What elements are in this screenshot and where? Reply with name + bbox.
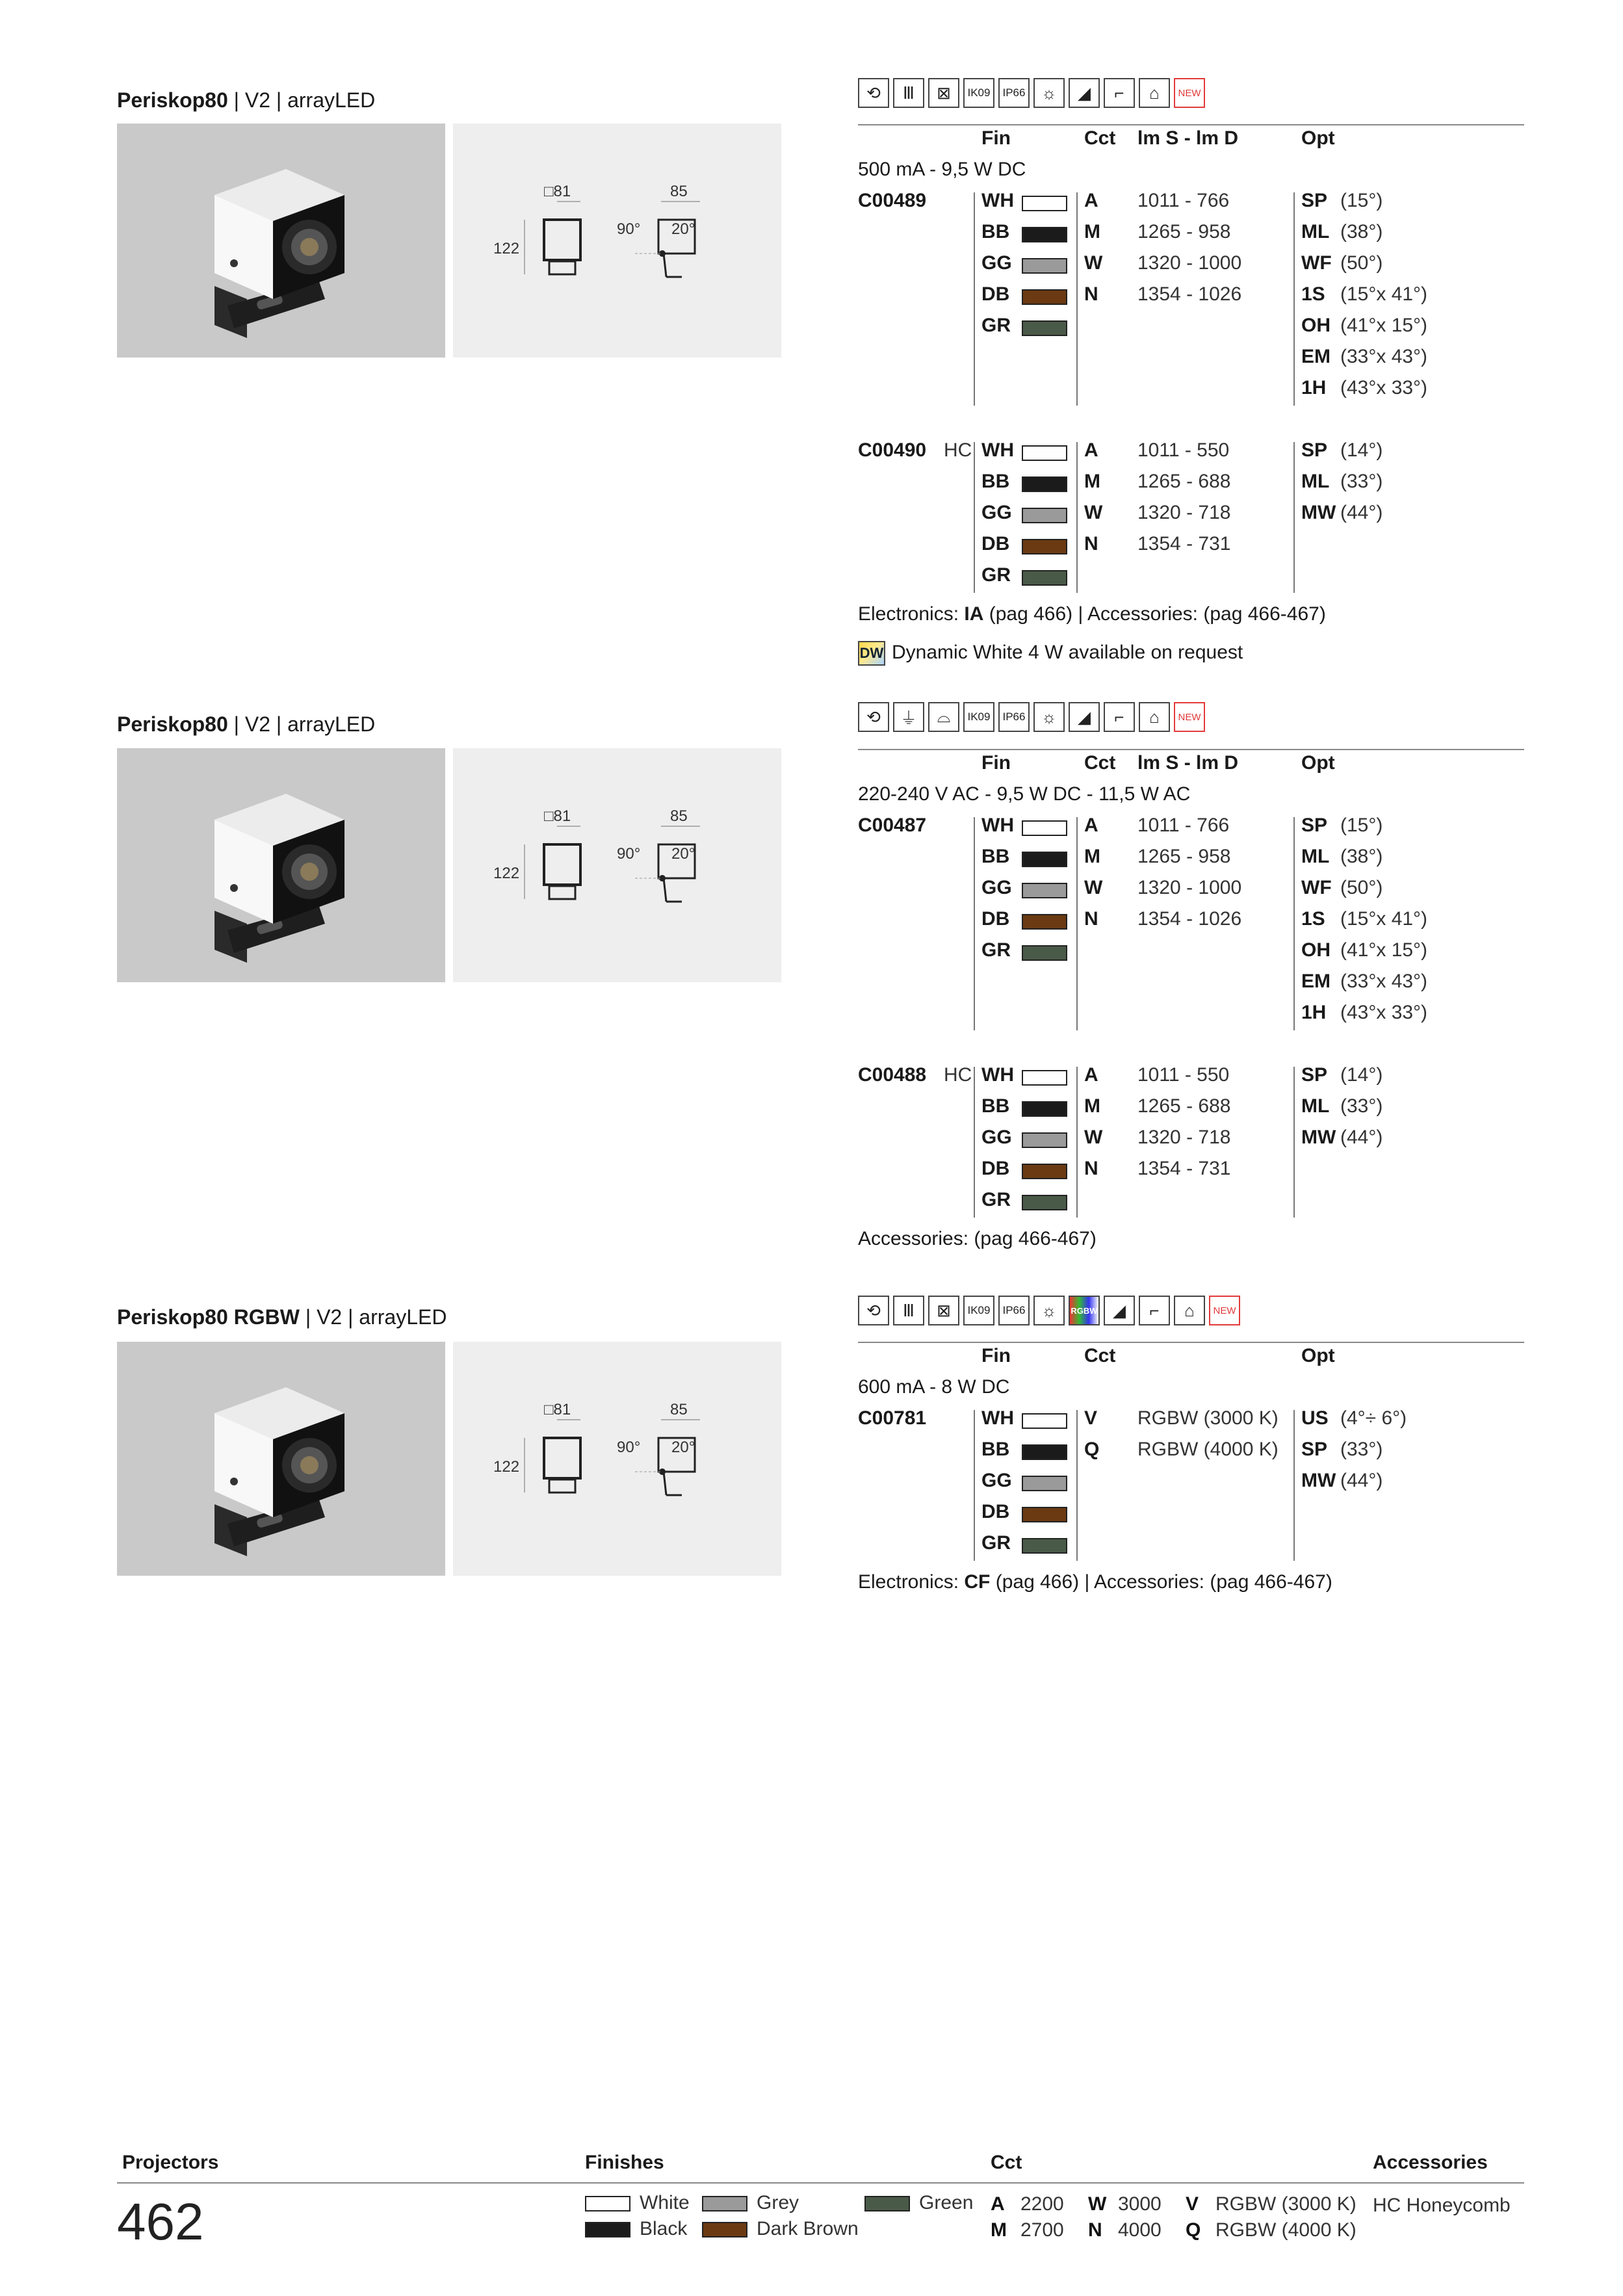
optic-code: EM (1301, 346, 1331, 367)
cct-code: A (1084, 190, 1098, 211)
electronics-label: Electronics: (858, 603, 965, 625)
product-code: C00490 (858, 439, 927, 461)
finish-code: GG (981, 1127, 1012, 1148)
cct-description: RGBW (3000 K) (1137, 1407, 1279, 1429)
cct-code: M (1084, 1095, 1100, 1117)
dim-height: 122 (493, 240, 520, 257)
bracket-icon-glyph: ⌐ (1114, 707, 1124, 727)
earth-icon-glyph: ⏚ (900, 708, 917, 728)
rotate-icon (858, 702, 889, 732)
product-title: Periskop80 RGBW | V2 | arrayLED (117, 1305, 447, 1329)
cct-code: W (1084, 877, 1103, 898)
finish-swatch-bb (1022, 476, 1067, 492)
dim-height: 122 (493, 865, 520, 882)
optic-code: SP (1301, 190, 1328, 211)
electronics-code: CF (964, 1571, 991, 1593)
cct-title: Cct (991, 2152, 1022, 2173)
legend-swatch-green (864, 2196, 910, 2211)
lumen-value: 1354 - 731 (1137, 1158, 1231, 1179)
rotate-icon (858, 1296, 889, 1325)
optic-code: OH (1301, 315, 1331, 336)
dimmable-icon-glyph: ☼ (1041, 707, 1057, 727)
optic-code: SP (1301, 1064, 1328, 1086)
cover-icon (928, 702, 959, 732)
power-spec: 500 mA - 9,5 W DC (858, 159, 1026, 180)
angle-b: 20° (671, 1439, 695, 1456)
cct-legend-code: Q (1186, 2219, 1201, 2241)
rotate-icon-glyph: ⟲ (866, 1300, 881, 1320)
legend-swatch-grey (702, 2196, 747, 2211)
new-badge: NEW (1209, 1296, 1240, 1325)
finish-code: DB (981, 1158, 1010, 1179)
dim-side: 85 (670, 807, 688, 825)
feature-icons (858, 78, 1205, 108)
finish-code: GG (981, 877, 1012, 898)
product-code: C00487 (858, 815, 927, 836)
cct-legend-value: RGBW (4000 K) (1215, 2219, 1357, 2241)
dimmable-icon (1033, 702, 1065, 732)
electronics-note (858, 603, 1326, 625)
legend-label: Grey (757, 2192, 799, 2213)
dim-side: 85 (670, 183, 688, 200)
bracket-icon (1104, 702, 1135, 732)
column-rule (974, 817, 975, 1030)
optic-angle: (14°) (1340, 1064, 1383, 1086)
col-lm-header: lm S - lm D (1137, 752, 1239, 774)
product-title: Periskop80 | V2 | arrayLED (117, 712, 376, 736)
dimension-drawing (453, 124, 781, 358)
cct-legend-value: 4000 (1118, 2219, 1162, 2241)
new-badge: NEW (1174, 702, 1205, 732)
optic-angle: (33°) (1340, 1095, 1383, 1117)
finish-code: BB (981, 846, 1010, 867)
angle-b: 20° (671, 220, 695, 238)
hc-label: HC (944, 1064, 972, 1086)
luminaire-image (117, 1342, 445, 1576)
cct-legend-code: V (1186, 2193, 1199, 2215)
ip66-badge: IP66 (998, 1296, 1030, 1325)
tilt-icon (1069, 702, 1100, 732)
finish-code: BB (981, 1095, 1010, 1117)
finish-code: GR (981, 939, 1011, 961)
finish-swatch-gr (1022, 1195, 1067, 1210)
optic-angle: (44°) (1340, 502, 1383, 523)
bracket-icon-glyph: ⌐ (1149, 1300, 1160, 1320)
optic-angle: (43°x 33°) (1340, 1002, 1428, 1023)
class-III-icon-glyph: Ⅲ (903, 83, 915, 103)
col-cct-header: Cct (1084, 1345, 1116, 1366)
dimmable-icon-glyph: ☼ (1041, 1300, 1057, 1320)
optic-code: EM (1301, 971, 1331, 992)
finish-swatch-gr (1022, 945, 1067, 961)
dimmable-icon (1033, 1296, 1065, 1325)
finish-swatch-gg (1022, 508, 1067, 523)
col-fin-header: Fin (981, 127, 1011, 149)
dynamic-white-icon: DW (858, 641, 885, 666)
finish-swatch-gg (1022, 1476, 1067, 1491)
product-photo (117, 124, 445, 358)
cct-code: N (1084, 1158, 1098, 1179)
dynamic-white-note (858, 641, 1243, 666)
column-rule (974, 192, 975, 406)
optic-code: ML (1301, 846, 1330, 867)
dim-square: □81 (544, 1401, 571, 1418)
col-fin-header: Fin (981, 1345, 1011, 1366)
no-cover-icon-glyph: ⊠ (937, 1300, 951, 1320)
finish-code: DB (981, 533, 1010, 554)
finish-code: DB (981, 283, 1010, 305)
no-cover-icon (928, 78, 959, 108)
optic-angle: (33°x 43°) (1340, 971, 1428, 992)
electronics-label: Electronics: (858, 1571, 965, 1593)
product-code: C00781 (858, 1407, 927, 1429)
finish-swatch-gg (1022, 883, 1067, 898)
feature-icons (858, 1296, 1240, 1325)
house-icon (1139, 702, 1170, 732)
cct-code: A (1084, 815, 1098, 836)
angle-b: 20° (671, 845, 695, 863)
col-opt-header: Opt (1301, 752, 1335, 774)
rotate-icon-glyph: ⟲ (866, 83, 881, 103)
electronics-note (858, 1571, 1332, 1593)
optic-angle: (14°) (1340, 439, 1383, 461)
col-fin-header: Fin (981, 752, 1011, 774)
optic-code: SP (1301, 439, 1328, 461)
lumen-value: 1011 - 766 (1137, 190, 1230, 211)
finish-code: BB (981, 221, 1010, 242)
finish-swatch-gg (1022, 1132, 1067, 1148)
dynamic-white-text: Dynamic White 4 W available on request (892, 641, 1243, 663)
optic-angle: (33°x 43°) (1340, 346, 1428, 367)
house-icon (1139, 78, 1170, 108)
finish-swatch-wh (1022, 196, 1067, 211)
optic-code: 1H (1301, 1002, 1327, 1023)
lumen-value: 1354 - 731 (1137, 533, 1231, 554)
power-spec: 600 mA - 8 W DC (858, 1376, 1010, 1398)
finish-swatch-gr (1022, 570, 1067, 586)
product-photo (117, 1342, 445, 1576)
power-spec: 220-240 V AC - 9,5 W DC - 11,5 W AC (858, 783, 1191, 805)
optic-angle: (44°) (1340, 1127, 1383, 1148)
earth-icon (893, 702, 924, 732)
finish-code: BB (981, 471, 1010, 492)
house-icon-glyph: ⌂ (1149, 83, 1160, 103)
cct-legend-code: N (1088, 2219, 1102, 2241)
finish-swatch-bb (1022, 852, 1067, 867)
finish-code: WH (981, 439, 1014, 461)
optic-angle: (15°x 41°) (1340, 908, 1428, 930)
ik09-badge: IK09 (963, 702, 994, 732)
cct-code: M (1084, 846, 1100, 867)
column-rule (1076, 817, 1078, 1030)
ip66-badge: IP66 (998, 702, 1030, 732)
cct-code: N (1084, 283, 1098, 305)
dim-square: □81 (544, 807, 571, 825)
footer-section-title: Projectors (122, 2152, 219, 2173)
optic-code: MW (1301, 1127, 1336, 1148)
cct-description: RGBW (4000 K) (1137, 1439, 1279, 1460)
lumen-value: 1354 - 1026 (1137, 283, 1242, 305)
dimmable-icon-glyph: ☼ (1041, 83, 1057, 103)
accessories-title: Accessories (1373, 2152, 1488, 2173)
legend-label: Black (640, 2218, 688, 2239)
optic-code: WF (1301, 877, 1332, 898)
optic-code: US (1301, 1407, 1329, 1429)
column-rule (974, 1410, 975, 1561)
cover-icon-glyph: ⌓ (937, 707, 951, 726)
tilt-icon-glyph: ◢ (1078, 707, 1091, 727)
legend-swatch-black (585, 2222, 630, 2237)
cct-legend-code: W (1088, 2193, 1107, 2215)
dim-square: □81 (544, 183, 571, 200)
cct-legend-code: A (991, 2193, 1005, 2215)
finish-swatch-db (1022, 1507, 1067, 1522)
bracket-icon (1104, 78, 1135, 108)
house-icon-glyph: ⌂ (1184, 1300, 1195, 1320)
product-code: C00489 (858, 190, 927, 211)
column-rule (1293, 192, 1295, 406)
cct-code: W (1084, 252, 1103, 274)
finish-code: BB (981, 1439, 1010, 1460)
column-rule (1076, 442, 1078, 593)
optic-code: ML (1301, 1095, 1330, 1117)
divider (858, 1342, 1524, 1343)
lumen-value: 1011 - 550 (1137, 439, 1230, 461)
column-rule (1076, 192, 1078, 406)
optic-code: ML (1301, 471, 1330, 492)
tilt-icon (1104, 1296, 1135, 1325)
class-III-icon-glyph: Ⅲ (903, 1300, 915, 1320)
accessories-ref: (pag 466) | Accessories: (pag 466-467) (990, 1571, 1332, 1593)
cct-legend-value: 2200 (1020, 2193, 1064, 2215)
optic-code: 1S (1301, 908, 1325, 930)
finish-code: GR (981, 1532, 1011, 1554)
optic-code: 1S (1301, 283, 1325, 305)
footer-divider (117, 2182, 1524, 2184)
finish-code: DB (981, 1501, 1010, 1522)
optic-code: WF (1301, 252, 1332, 274)
cct-code: V (1084, 1407, 1098, 1429)
lumen-value: 1320 - 718 (1137, 502, 1231, 523)
cct-code: A (1084, 1064, 1098, 1086)
cct-code: N (1084, 908, 1098, 930)
column-rule (974, 442, 975, 593)
optic-angle: (15°) (1340, 815, 1383, 836)
product-title: Periskop80 | V2 | arrayLED (117, 88, 376, 112)
angle-a: 90° (617, 220, 641, 238)
angle-a: 90° (617, 845, 641, 863)
column-rule (1293, 1067, 1295, 1218)
legend-label: White (640, 2192, 690, 2213)
dim-side: 85 (670, 1401, 688, 1418)
no-cover-icon-glyph: ⊠ (937, 83, 951, 103)
optic-angle: (4°÷ 6°) (1340, 1407, 1407, 1429)
drawing-svg (453, 748, 781, 982)
lumen-value: 1320 - 718 (1137, 1127, 1231, 1148)
optic-angle: (50°) (1340, 877, 1383, 898)
accessories-note: Accessories: (pag 466-467) (858, 1228, 1097, 1249)
cct-code: W (1084, 1127, 1103, 1148)
optic-code: MW (1301, 1470, 1336, 1491)
page-number: 462 (117, 2193, 204, 2250)
product-code: C00488 (858, 1064, 927, 1086)
optic-angle: (41°x 15°) (1340, 939, 1428, 961)
optic-angle: (15°x 41°) (1340, 283, 1428, 305)
cct-legend-value: 2700 (1020, 2219, 1064, 2241)
cct-legend-code: M (991, 2219, 1007, 2241)
new-badge: NEW (1174, 78, 1205, 108)
drawing-svg (453, 124, 781, 358)
ik09-badge: IK09 (963, 78, 994, 108)
legend-label: Green (919, 2192, 974, 2213)
finish-code: GG (981, 252, 1012, 274)
optic-angle: (41°x 15°) (1340, 315, 1428, 336)
col-cct-header: Cct (1084, 127, 1116, 149)
finish-swatch-gg (1022, 258, 1067, 274)
dimmable-icon (1033, 78, 1065, 108)
cct-legend-value: RGBW (3000 K) (1215, 2193, 1357, 2215)
tilt-icon-glyph: ◢ (1078, 83, 1091, 103)
finish-code: WH (981, 190, 1014, 211)
finish-swatch-db (1022, 914, 1067, 930)
finish-code: WH (981, 1407, 1014, 1429)
finishes-title: Finishes (585, 2152, 664, 2173)
lumen-value: 1354 - 1026 (1137, 908, 1242, 930)
finish-code: GR (981, 315, 1011, 336)
col-opt-header: Opt (1301, 1345, 1335, 1366)
cct-code: W (1084, 502, 1103, 523)
finish-swatch-bb (1022, 1101, 1067, 1117)
cct-code: Q (1084, 1439, 1100, 1460)
angle-a: 90° (617, 1439, 641, 1456)
rotate-icon (858, 78, 889, 108)
product-photo (117, 748, 445, 982)
lumen-value: 1265 - 688 (1137, 1095, 1231, 1117)
finish-code: DB (981, 908, 1010, 930)
optic-angle: (33°) (1340, 1439, 1383, 1460)
finish-swatch-bb (1022, 227, 1067, 242)
accessories-ref: (pag 466) | Accessories: (pag 466-467) (983, 603, 1326, 625)
column-rule (1293, 1410, 1295, 1561)
finish-swatch-db (1022, 289, 1067, 305)
finish-swatch-gr (1022, 1538, 1067, 1554)
optic-code: MW (1301, 502, 1336, 523)
ip66-badge: IP66 (998, 78, 1030, 108)
finish-code: WH (981, 1064, 1014, 1086)
cct-code: M (1084, 221, 1100, 242)
electronics-code: IA (964, 603, 984, 625)
accessory-legend: HC Honeycomb (1373, 2195, 1511, 2216)
column-rule (1076, 1410, 1078, 1561)
finish-swatch-db (1022, 1164, 1067, 1179)
optic-angle: (50°) (1340, 252, 1383, 274)
cct-legend-value: 3000 (1118, 2193, 1162, 2215)
optic-angle: (43°x 33°) (1340, 377, 1428, 398)
hc-label: HC (944, 439, 972, 461)
lumen-value: 1011 - 766 (1137, 815, 1230, 836)
ik09-badge: IK09 (963, 1296, 994, 1325)
drawing-svg (453, 1342, 781, 1576)
dimension-drawing (453, 748, 781, 982)
optic-angle: (33°) (1340, 471, 1383, 492)
finish-code: GR (981, 1189, 1011, 1210)
class-III-icon (893, 78, 924, 108)
house-icon-glyph: ⌂ (1149, 707, 1160, 727)
class-III-icon (893, 1296, 924, 1325)
optic-code: 1H (1301, 377, 1327, 398)
finish-swatch-gr (1022, 320, 1067, 336)
col-cct-header: Cct (1084, 752, 1116, 774)
luminaire-image (117, 124, 445, 358)
luminaire-image (117, 748, 445, 982)
legend-swatch-white (585, 2196, 630, 2211)
rotate-icon-glyph: ⟲ (866, 707, 881, 727)
cct-code: N (1084, 533, 1098, 554)
divider (858, 124, 1524, 125)
finish-swatch-bb (1022, 1444, 1067, 1460)
optic-angle: (15°) (1340, 190, 1383, 211)
finish-code: WH (981, 815, 1014, 836)
optic-code: ML (1301, 221, 1330, 242)
cct-code: A (1084, 439, 1098, 461)
optic-angle: (38°) (1340, 846, 1383, 867)
optic-code: SP (1301, 1439, 1328, 1460)
column-rule (1293, 817, 1295, 1030)
legend-swatch-dark-brown (702, 2222, 747, 2237)
optic-code: OH (1301, 939, 1331, 961)
bracket-icon (1139, 1296, 1170, 1325)
feature-icons (858, 702, 1205, 732)
finish-code: GG (981, 1470, 1012, 1491)
divider (858, 749, 1524, 750)
finish-code: GR (981, 564, 1011, 586)
bracket-icon-glyph: ⌐ (1114, 83, 1124, 103)
column-rule (974, 1067, 975, 1218)
finish-swatch-wh (1022, 445, 1067, 461)
finish-swatch-wh (1022, 820, 1067, 836)
dimension-drawing (453, 1342, 781, 1576)
col-lm-header: lm S - lm D (1137, 127, 1239, 149)
tilt-icon (1069, 78, 1100, 108)
legend-label: Dark Brown (757, 2218, 859, 2239)
optic-code: SP (1301, 815, 1328, 836)
optic-angle: (38°) (1340, 221, 1383, 242)
lumen-value: 1320 - 1000 (1137, 252, 1242, 274)
lumen-value: 1011 - 550 (1137, 1064, 1230, 1086)
finish-swatch-db (1022, 539, 1067, 554)
house-icon (1174, 1296, 1205, 1325)
finish-code: GG (981, 502, 1012, 523)
optic-angle: (44°) (1340, 1470, 1383, 1491)
finish-swatch-wh (1022, 1070, 1067, 1086)
cct-code: M (1084, 471, 1100, 492)
tilt-icon-glyph: ◢ (1113, 1300, 1126, 1320)
dim-height: 122 (493, 1458, 520, 1476)
lumen-value: 1265 - 958 (1137, 221, 1231, 242)
col-opt-header: Opt (1301, 127, 1335, 149)
lumen-value: 1320 - 1000 (1137, 877, 1242, 898)
column-rule (1076, 1067, 1078, 1218)
column-rule (1293, 442, 1295, 593)
lumen-value: 1265 - 958 (1137, 846, 1231, 867)
no-cover-icon (928, 1296, 959, 1325)
rgbw-badge: RGBW (1069, 1296, 1100, 1325)
finish-swatch-wh (1022, 1413, 1067, 1429)
lumen-value: 1265 - 688 (1137, 471, 1231, 492)
